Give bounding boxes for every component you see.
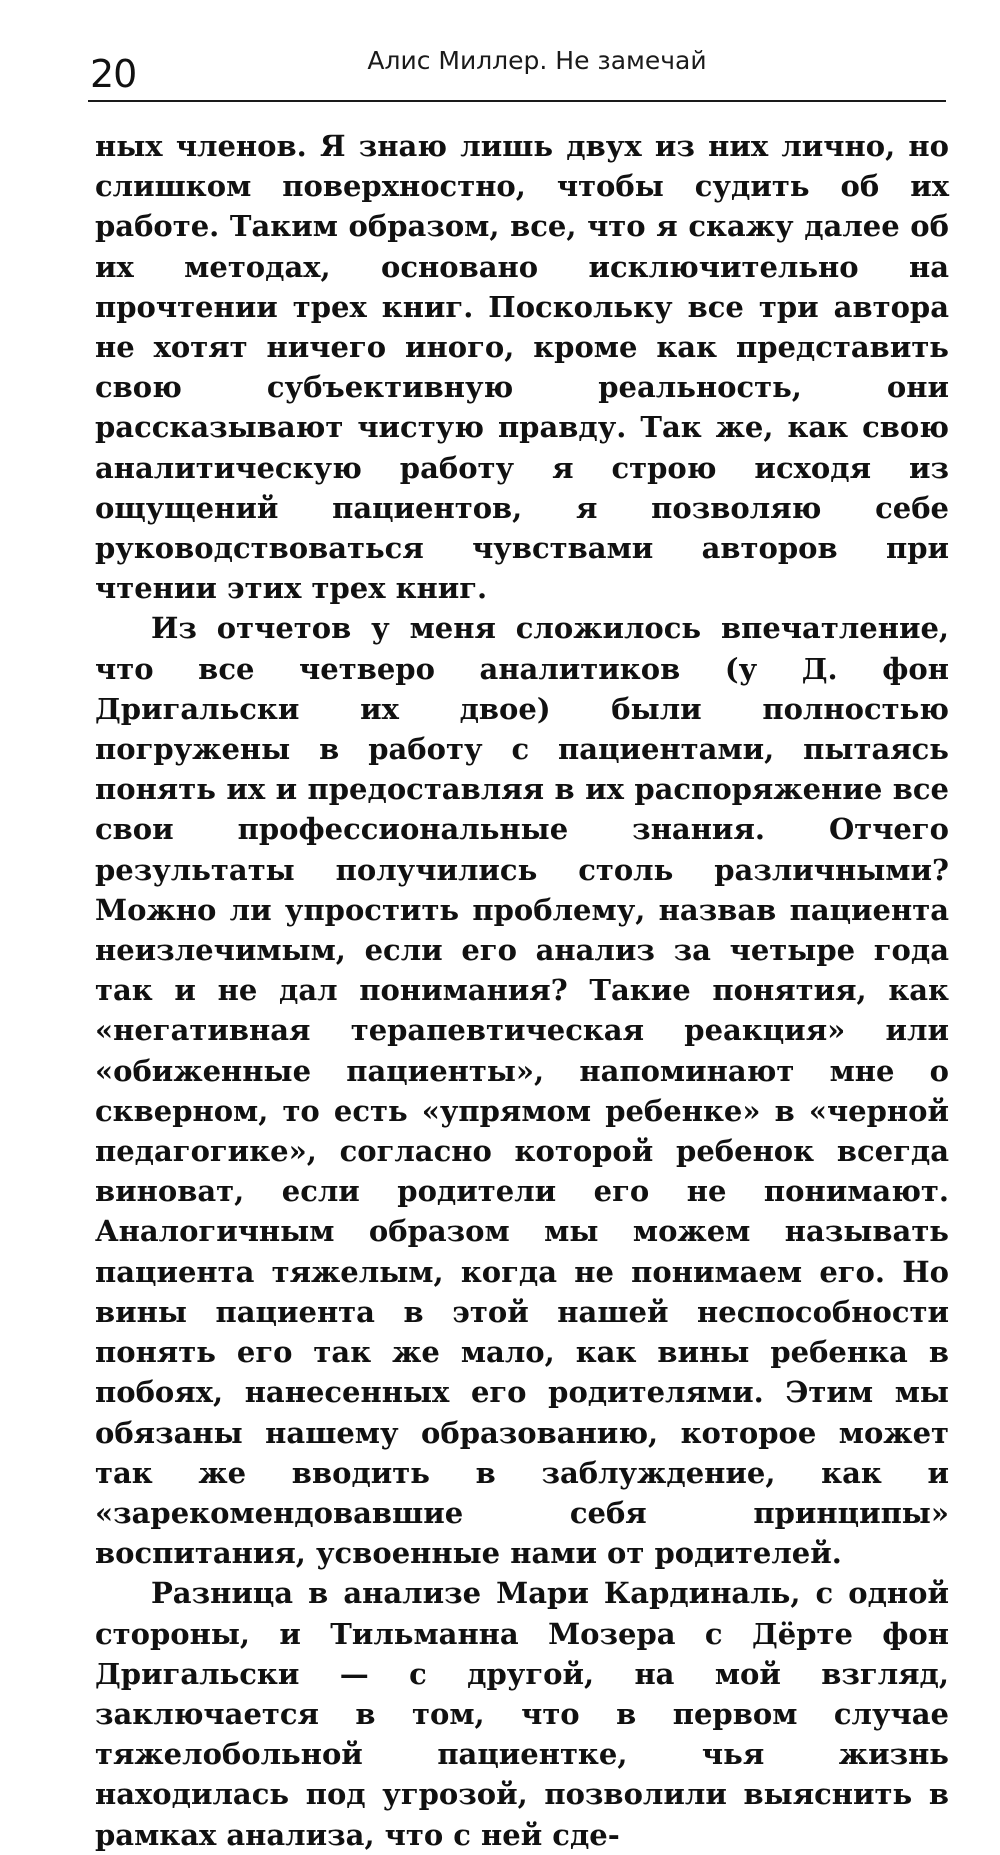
page-number: 20 bbox=[90, 52, 137, 96]
paragraph-2: Из отчетов у меня сложилось впечатление, что все четверо аналитиков (у Д. фон Дригальски их двое) были полностью погружены в работу с пациентами, пытаясь понять их и предоставляя в их распоряжение все свои профессиональные знания. Отчего результаты получились столь различными? Можно ли упростить проблему, назвав пациента неизлечимым, если его анализ за четыре года так и не дал понимания? Такие понятия, как «негативная терапевтическая реакция» или «обиженные пациенты», напоминают мне о скверном, то есть «упрямом ребенке» в «черной педагогике», согласно которой ребенок всегда виноват, если родители его не понимают. Аналогичным образом мы можем называть пациента тяжелым, когда не понимаем его. Но вины пациента в этой нашей неспособности понять его так же мало, как вины ребенка в побоях, нанесенных его родителями. Этим мы обязаны нашему образованию, которое может так же вводить в заблуждение, как и «зарекомендовавшие себя принципы» воспитания, усвоенные нами от родителей. bbox=[95, 611, 949, 1571]
paragraph-3: Разница в анализе Мари Кардиналь, с одной стороны, и Тильманна Мозера с Дёрте фон Дригальски — с другой, на мой взгляд, заключается в том, что в первом случае тяжелобольной пациентке, чья жизнь находилась под угрозой, позволили выяснить в рамках анализа, что с ней сде- bbox=[95, 1576, 949, 1852]
running-title: Алис Миллер. Не замечай bbox=[367, 46, 707, 75]
body-text bbox=[95, 126, 949, 1855]
page-header bbox=[88, 42, 946, 102]
paragraph-1: ных членов. Я знаю лишь двух из них лично, но слишком поверхностно, чтобы судить об их работе. Таким образом, все, что я скажу далее об их методах, основано исключительно на прочтении трех книг. Поскольку все три автора не хотят ничего иного, кроме как представить свою субъективную реальность, они рассказывают чистую правду. Так же, как свою аналитическую работу я строю исходя из ощущений пациентов, я позволяю себе руководствоваться чувствами авторов при чтении этих трех книг. bbox=[95, 129, 949, 606]
